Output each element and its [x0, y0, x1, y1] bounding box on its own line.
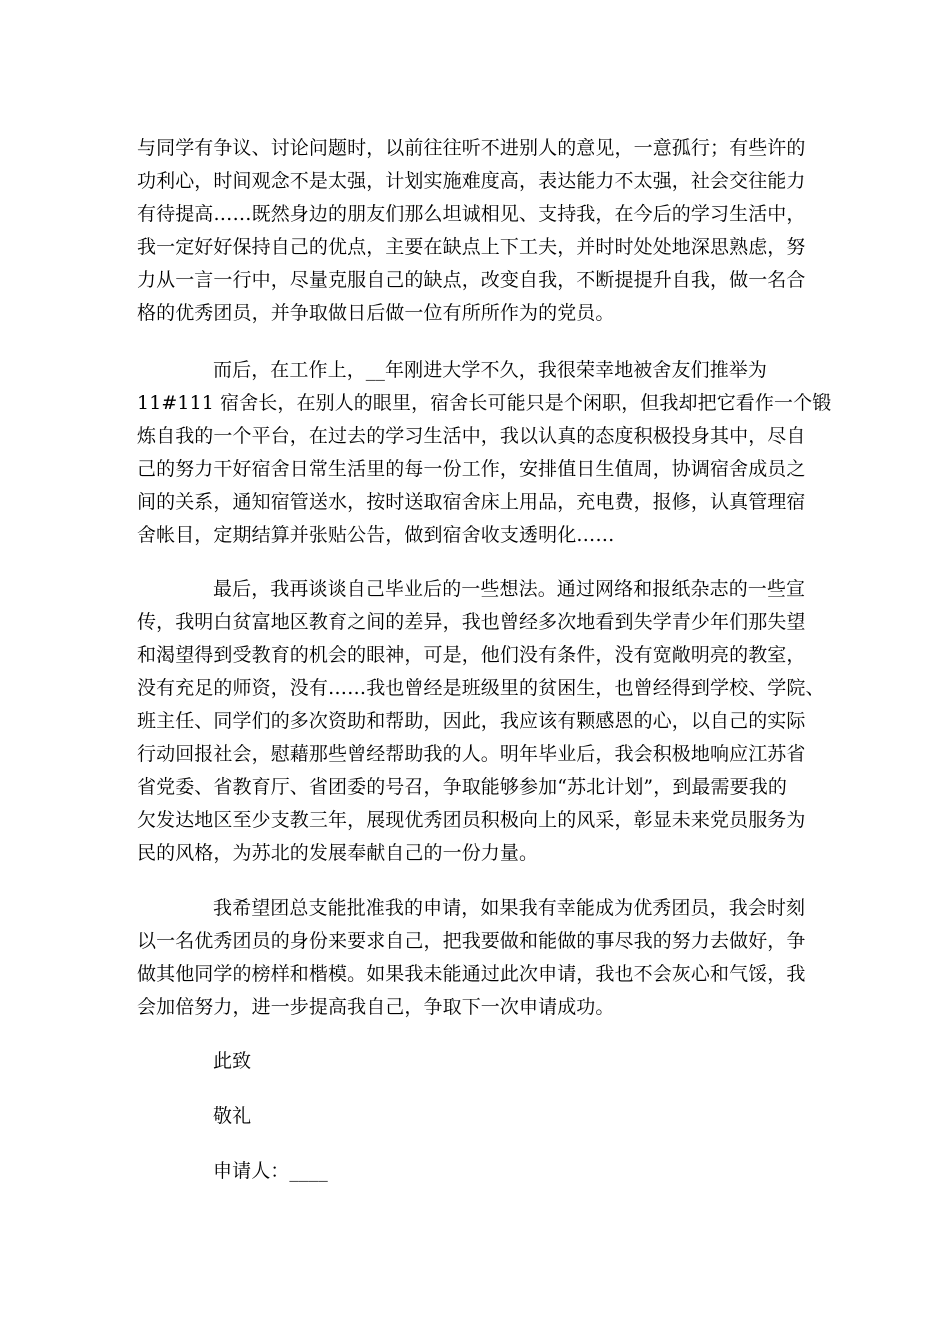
paragraph-1-line-1: 与同学有争议、讨论问题时，以前往往听不进别人的意见，一意孤行；有些许的	[137, 137, 806, 159]
paragraph-1-line-2: 功利心，时间观念不是太强，计划实施难度高，表达能力不太强，社会交往能力	[137, 170, 806, 192]
paragraph-3-line-4: 没有充足的师资，没有……我也曾经是班级里的贫困生，也曾经得到学校、学院、	[137, 677, 825, 699]
paragraph-1-line-6: 格的优秀团员，并争取做日后做一位有所所作为的党员。	[137, 302, 615, 324]
closing-salutation-1: 此致	[213, 1050, 252, 1072]
paragraph-2-line-2: 11#111 宿舍长，在别人的眼里，宿舍长可能只是个闲职，但我却把它看作一个锻	[137, 392, 832, 414]
paragraph-2-line-3: 炼自我的一个平台，在过去的学习生活中，我以认真的态度积极投身其中，尽自	[137, 425, 806, 447]
paragraph-2-line-1: 而后，在工作上，__年刚进大学不久，我很荣幸地被舍友们推举为	[213, 359, 768, 381]
paragraph-3-line-2: 传，我明白贫富地区教育之间的差异，我也曾经多次地看到失学青少年们那失望	[137, 611, 806, 633]
paragraph-3-line-5: 班主任、同学们的多次资助和帮助，因此，我应该有颗感恩的心，以自己的实际	[137, 710, 806, 732]
paragraph-4-line-4: 会加倍努力，进一步提高我自己，争取下一次申请成功。	[137, 996, 615, 1018]
paragraph-2-line-6: 舍帐目，定期结算并张贴公告，做到宿舍收支透明化……	[137, 524, 615, 546]
paragraph-4-line-1: 我希望团总支能批准我的申请，如果我有幸能成为优秀团员，我会时刻	[213, 897, 806, 919]
paragraph-2-line-5: 间的关系，通知宿管送水，按时送取宿舍床上用品，充电费，报修，认真管理宿	[137, 491, 806, 513]
paragraph-3-line-6: 行动回报社会，慰藉那些曾经帮助我的人。明年毕业后，我会积极地响应江苏省	[137, 743, 806, 765]
paragraph-1-line-5: 力从一言一行中，尽量克服自己的缺点，改变自我，不断提提升自我，做一名合	[137, 269, 806, 291]
paragraph-4-line-2: 以一名优秀团员的身份来要求自己，把我要做和能做的事尽我的努力去做好，争	[137, 930, 806, 952]
paragraph-4-line-3: 做其他同学的榜样和楷模。如果我未能通过此次申请，我也不会灰心和气馁，我	[137, 963, 806, 985]
applicant-label: 申请人：____	[213, 1160, 328, 1182]
paragraph-3-line-7: 省党委、省教育厅、省团委的号召，争取能够参加“苏北计划”，到最需要我的	[137, 776, 787, 798]
paragraph-3-line-3: 和渴望得到受教育的机会的眼神，可是，他们没有条件，没有宽敞明亮的教室，	[137, 644, 806, 666]
paragraph-1-line-3: 有待提高……既然身边的朋友们那么坦诚相见、支持我，在今后的学习生活中，	[137, 203, 806, 225]
paragraph-3-line-9: 民的风格，为苏北的发展奉献自己的一份力量。	[137, 842, 539, 864]
closing-salutation-2: 敬礼	[213, 1105, 252, 1127]
paragraph-1-line-4: 我一定好好保持自己的优点，主要在缺点上下工夫，并时时处处地深思熟虑，努	[137, 236, 806, 258]
paragraph-2-line-4: 己的努力干好宿舍日常生活里的每一份工作，安排值日生值周，协调宿舍成员之	[137, 458, 806, 480]
paragraph-3-line-8: 欠发达地区至少支教三年，展现优秀团员积极向上的风采，彰显未来党员服务为	[137, 809, 806, 831]
paragraph-3-line-1: 最后，我再谈谈自己毕业后的一些想法。通过网络和报纸杂志的一些宣	[213, 578, 806, 600]
